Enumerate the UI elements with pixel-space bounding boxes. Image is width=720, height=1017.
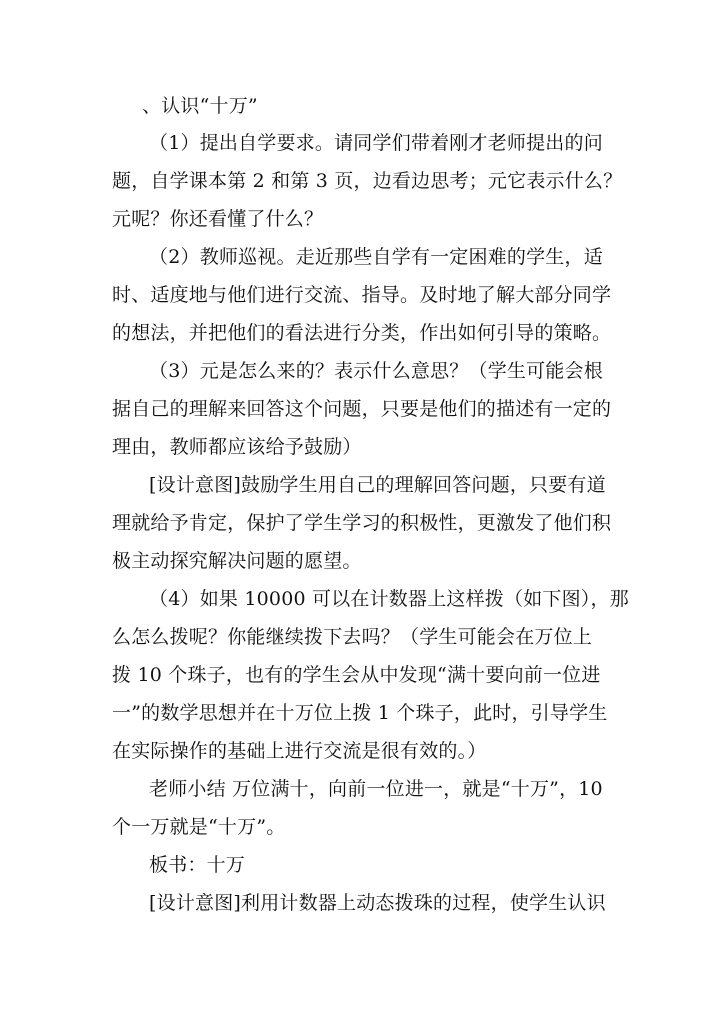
paragraph-line: 极主动探究解决问题的愿望。 xyxy=(112,550,362,572)
paragraph-line: 理由，教师都应该给予鼓励） xyxy=(112,436,362,458)
paragraph-line: （1）提出自学要求。请同学们带着刚才老师提出的问 xyxy=(149,132,603,154)
paragraph-line: 据自己的理解来回答这个问题，只要是他们的描述有一定的 xyxy=(112,398,612,420)
paragraph-line: [设计意图]利用计数器上动态拨珠的过程，使学生认识 xyxy=(149,892,606,914)
paragraph-line: 个一万就是“十万”。 xyxy=(112,816,286,838)
paragraph-line: 么怎么拨呢？你能继续拨下去吗？（学生可能会在万位上 xyxy=(112,626,593,648)
paragraph-line: 题，自学课本第 2 和第 3 页，边看边思考；元它表示什么？ xyxy=(112,170,623,192)
section-title: 、认识“十万” xyxy=(142,95,258,117)
paragraph-line: 的想法，并把他们的看法进行分类，作出如何引导的策略。 xyxy=(112,322,612,344)
paragraph-line: 元呢？你还看懂了什么？ xyxy=(112,208,324,230)
paragraph-line: 老师小结 万位满十，向前一位进一，就是“十万”，10 xyxy=(149,778,603,800)
paragraph-line: 理就给予肯定，保护了学生学习的积极性，更激发了他们积 xyxy=(112,512,612,534)
paragraph-line: 板书：十万 xyxy=(149,854,246,876)
paragraph-line: （2）教师巡视。走近那些自学有一定困难的学生，适 xyxy=(149,246,603,268)
paragraph-line: （3）元是怎么来的？表示什么意思？（学生可能会根 xyxy=(149,360,603,382)
paragraph-line: 在实际操作的基础上进行交流是很有效的。） xyxy=(112,740,487,762)
paragraph-line: [设计意图]鼓励学生用自己的理解回答问题，只要有道 xyxy=(149,474,606,496)
paragraph-line: （4）如果 10000 可以在计数器上这样拨（如下图），那 xyxy=(149,588,629,610)
paragraph-line: 一”的数学思想并在十万位上拨 1 个珠子，此时，引导学生 xyxy=(112,702,608,724)
paragraph-line: 时、适度地与他们进行交流、指导。及时地了解大部分同学 xyxy=(112,284,612,306)
paragraph-line: 拨 10 个珠子，也有的学生会从中发现“满十要向前一位进 xyxy=(112,664,601,686)
